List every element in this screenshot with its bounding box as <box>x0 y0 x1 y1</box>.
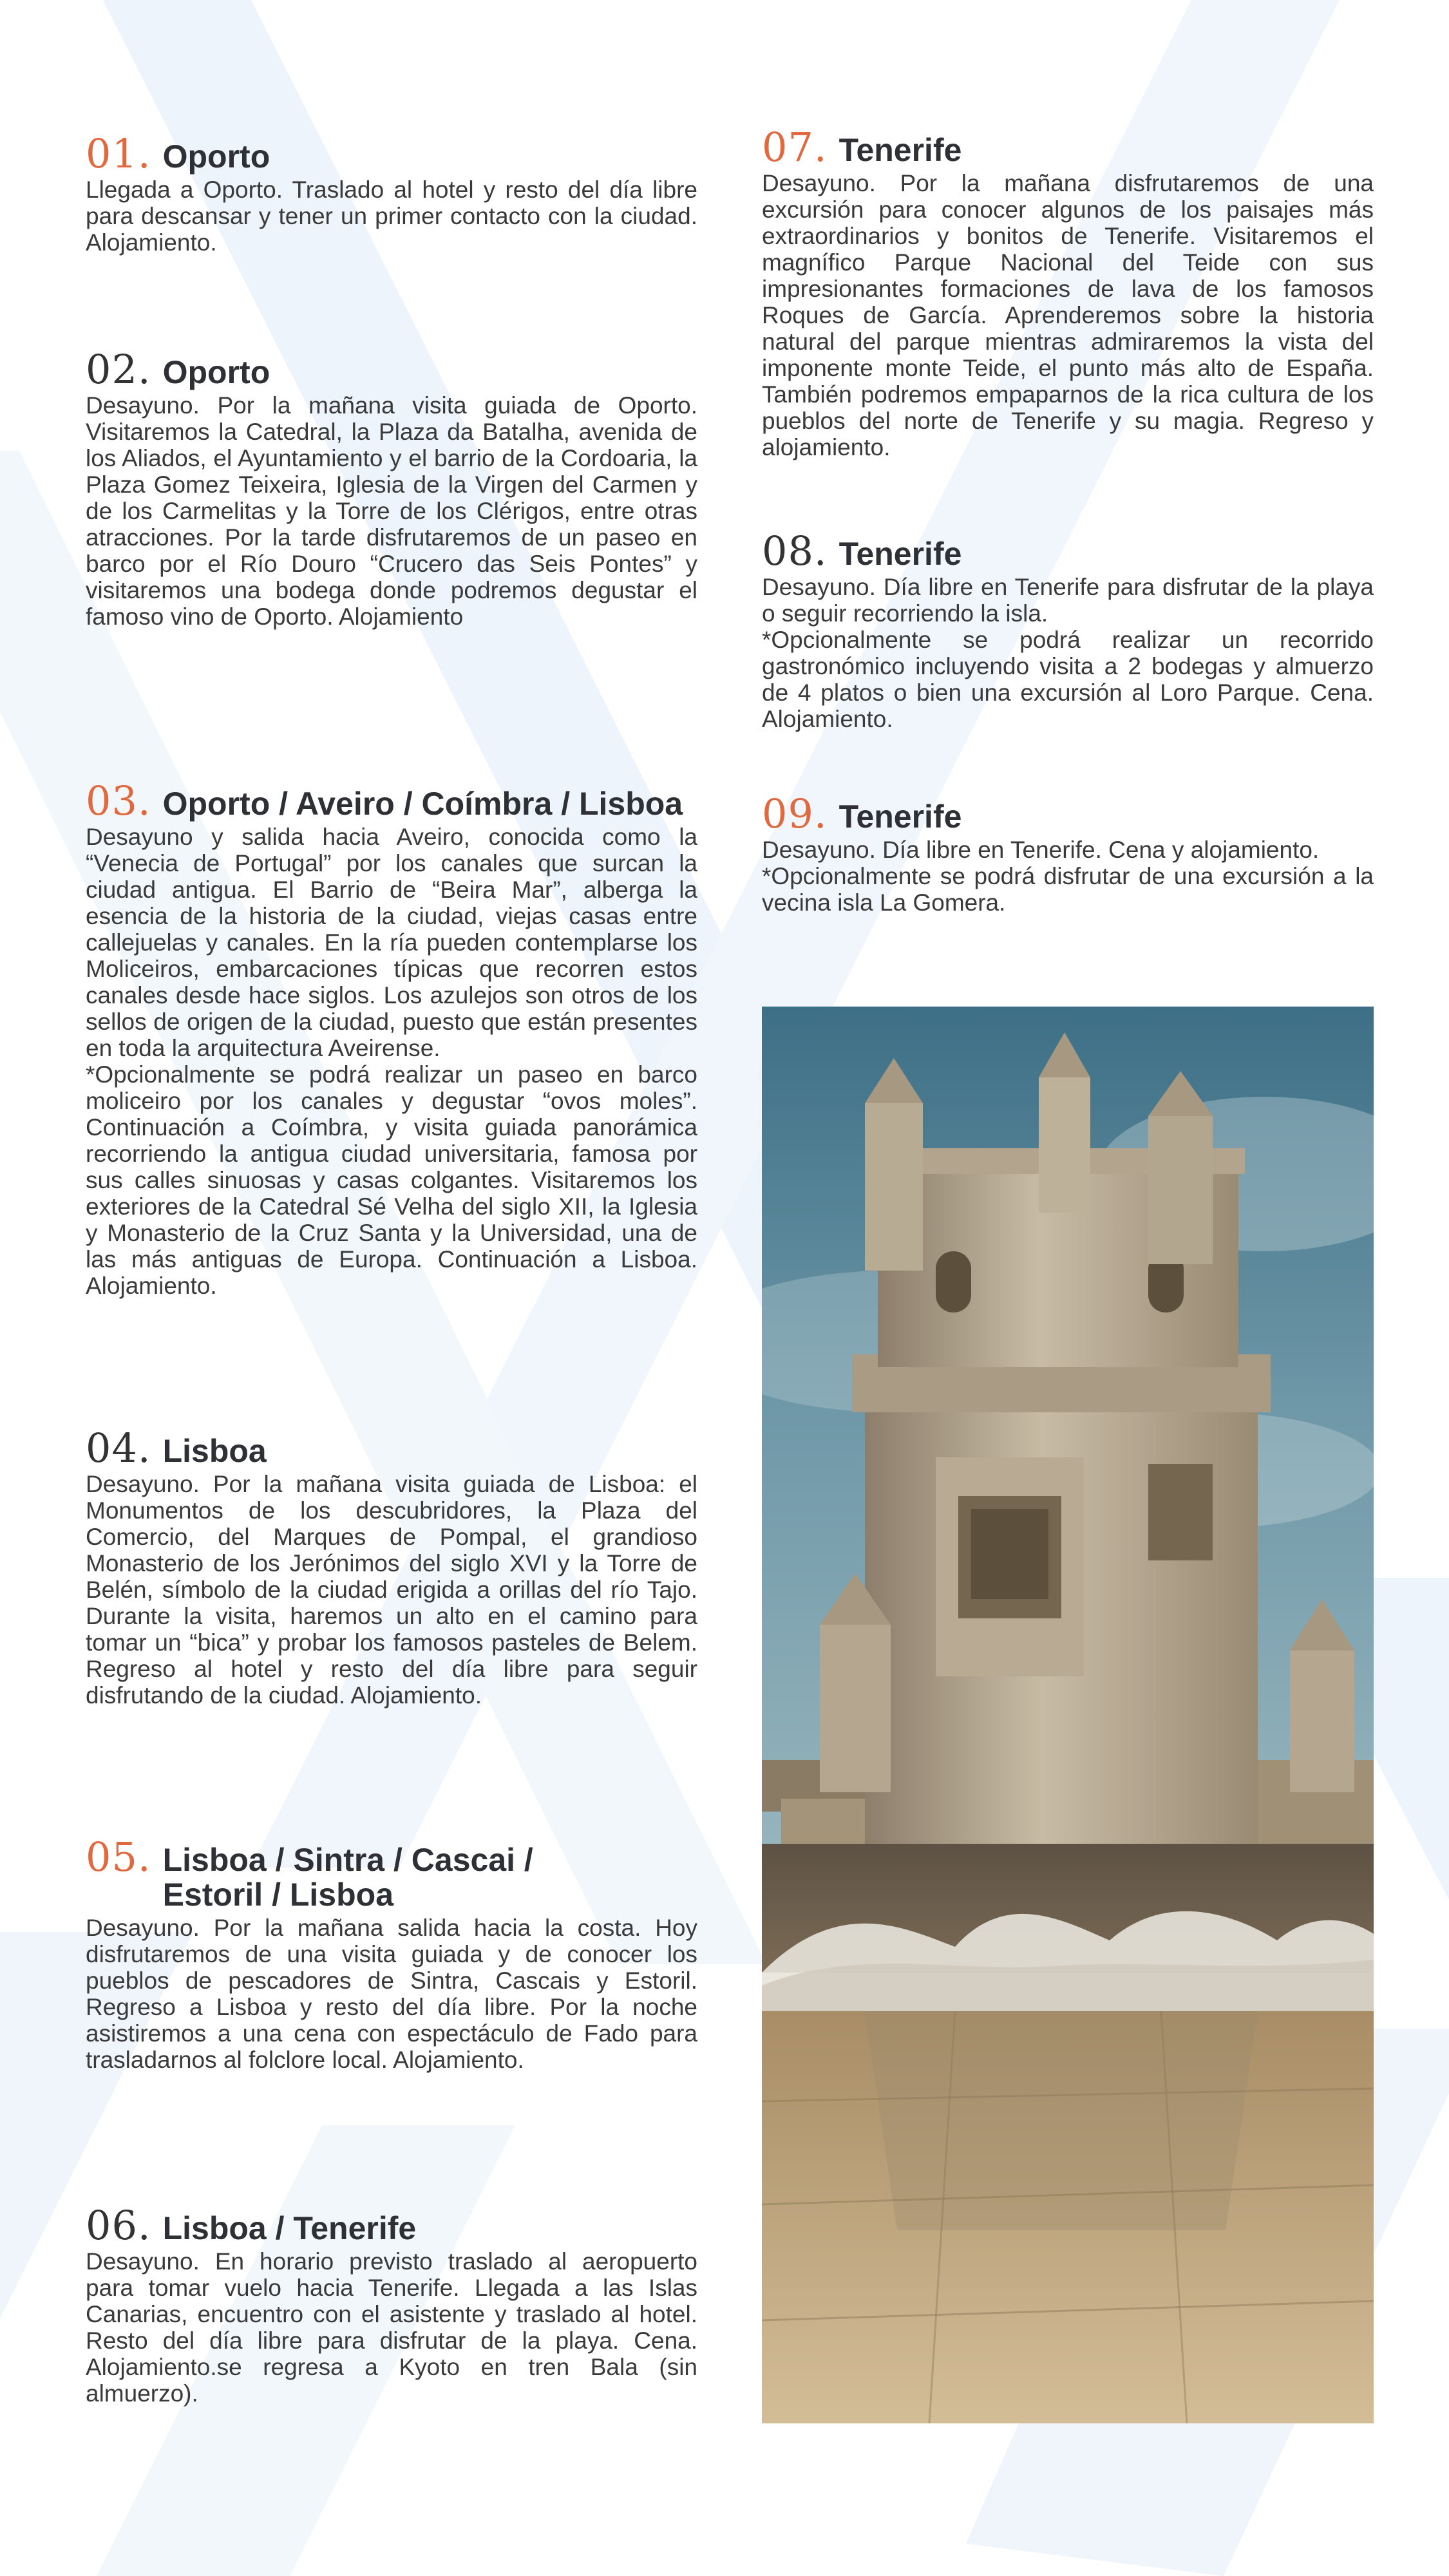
day-header <box>86 2202 697 2249</box>
day-title: Lisboa <box>162 1433 267 1469</box>
day-title: Tenerife <box>838 132 962 168</box>
day-title: Lisboa / Sintra / Cascai / Estoril / Lisboa <box>162 1842 533 1913</box>
day-header <box>86 346 697 393</box>
day-description: Desayuno. En horario previsto traslado al aeropuerto para tomar vuelo hacia Tenerife. Llegada a las Islas Canarias, encuentro con el asistente y traslado al hotel. Resto del día libre para disfrutar de la playa. Cena. Alojamiento.se regresa a Kyoto en tren Bala (sin almuerzo). <box>86 2248 697 2407</box>
day-description: Desayuno. Por la mañana visita guiada de Oporto. Visitaremos la Catedral, la Plaza da Batalha, avenida de los Aliados, el Ayuntamiento y el barrio de la Cordoaria, la Plaza Gomez Teixeira, Iglesia de la Virgen del Carmen y de los Carmelitas y la Torre de los Clérigos, entre otras atracciones. Por la tarde disfrutaremos de un paseo en barco por el Río Douro “Crucero das Seis Pontes” y visitaremos una bodega donde podremos degustar el famoso vino de Oporto. Alojamiento <box>86 392 697 630</box>
day-description: Llegada a Oporto. Traslado al hotel y resto del día libre para descansar y tener un primer contacto con la ciudad. Alojamiento. <box>86 176 697 256</box>
day-header <box>762 790 1374 837</box>
day-description: Desayuno. Por la mañana salida hacia la costa. Hoy disfrutaremos de una visita guiada y de conocer los pueblos de pescadores de Sintra, Cascais y Estoril. Regreso a Lisboa y resto del día libre. Por la noche asistiremos a una cena con espectáculo de Fado para trasladarnos al folclore local. Alojamiento. <box>86 1915 697 2073</box>
day-title: Lisboa / Tenerife <box>162 2210 417 2246</box>
day-08 <box>762 527 1374 732</box>
day-title: Oporto <box>162 354 270 390</box>
day-number: 03. <box>86 777 151 824</box>
day-description: Desayuno. Por la mañana disfrutaremos de una excursión para conocer algunos de los paisajes más extraordinarios y bonitos de Tenerife. Visitaremos el magnífico Parque Nacional del Teide con sus impresionantes formaciones de lava de los famosos Roques de García. Aprenderemos sobre la historia natural del parque mientras admiraremos la vista del imponente monte Teide, el punto más alto de España. También podremos empaparnos de la rica cultura de los pueblos del norte de Tenerife y su magia. Regreso y alojamiento. <box>762 170 1374 460</box>
day-09 <box>762 790 1374 916</box>
day-number: 04. <box>86 1425 151 1472</box>
day-header <box>762 527 1374 574</box>
day-header <box>86 777 697 824</box>
day-title: Tenerife <box>838 799 962 835</box>
day-05 <box>86 1833 697 2073</box>
tower-illustration <box>762 1007 1374 2423</box>
day-04 <box>86 1425 697 1709</box>
tower-photo <box>762 1007 1374 2423</box>
day-number: 07. <box>762 124 828 171</box>
day-07 <box>762 124 1374 460</box>
day-header <box>86 1833 697 1913</box>
day-header <box>762 124 1374 171</box>
day-header <box>86 130 697 177</box>
day-number: 02. <box>86 346 151 393</box>
day-number: 01. <box>86 130 151 177</box>
day-02 <box>86 346 697 630</box>
day-number: 05. <box>86 1833 151 1880</box>
day-number: 06. <box>86 2202 151 2249</box>
day-number: 09. <box>762 790 828 837</box>
day-title: Oporto / Aveiro / Coímbra / Lisboa <box>162 786 683 822</box>
day-description: Desayuno. Día libre en Tenerife para disfrutar de la playa o seguir recorriendo la isla. *Opcionalmente se podrá realizar un recorrido gastronómico incluyendo visita a 2 bodegas y almuerzo de 4 platos o bien una excursión al Loro Parque. Cena. Alojamiento. <box>762 574 1374 732</box>
day-01 <box>86 130 697 256</box>
day-description: Desayuno. Por la mañana visita guiada de Lisboa: el Monumentos de los descubridores, la Plaza del Comercio, del Marques de Pompal, el grandioso Monasterio de los Jerónimos del siglo XVI y la Torre de Belén, símbolo de la ciudad erigida a orillas del río Tajo. Durante la visita, haremos un alto en el camino para tomar un “bica” y probar los famosos pasteles de Belem. Regreso al hotel y resto del día libre para seguir disfrutando de la ciudad. Alojamiento. <box>86 1471 697 1709</box>
day-title: Tenerife <box>838 536 962 572</box>
day-number: 08. <box>762 527 828 574</box>
day-06 <box>86 2202 697 2407</box>
day-03 <box>86 777 697 1299</box>
day-title: Oporto <box>162 138 270 175</box>
day-header <box>86 1425 697 1472</box>
day-description: Desayuno. Día libre en Tenerife. Cena y alojamiento. *Opcionalmente se podrá disfrutar de una excursión a la vecina isla La Gomera. <box>762 837 1374 916</box>
day-description: Desayuno y salida hacia Aveiro, conocida como la “Venecia de Portugal” por los canales que surcan la ciudad antigua. El Barrio de “Beira Mar”, alberga la esencia de la historia de la ciudad, viejas casas entre callejuelas y canales. En la ría pueden contemplarse los Moliceiros, embarcaciones típicas que recorren estos canales desde hace siglos. Los azulejos son otros de los sellos de origen de la ciudad, puesto que están presentes en toda la arquitectura Aveirense. *Opcionalmente se podrá realizar un paseo en barco moliceiro por los canales y degustar “ovos moles”. Continuación a Coímbra, y visita guiada panorámica recorriendo la antigua ciudad universitaria, famosa por sus calles sinuosas y casas colgantes. Visitaremos los exteriores de la Catedral Sé Velha del siglo XII, la Iglesia y Monasterio de la Cruz Santa y la Universidad, una de las más antiguas de Europa. Continuación a Lisboa. Alojamiento. <box>86 824 697 1299</box>
